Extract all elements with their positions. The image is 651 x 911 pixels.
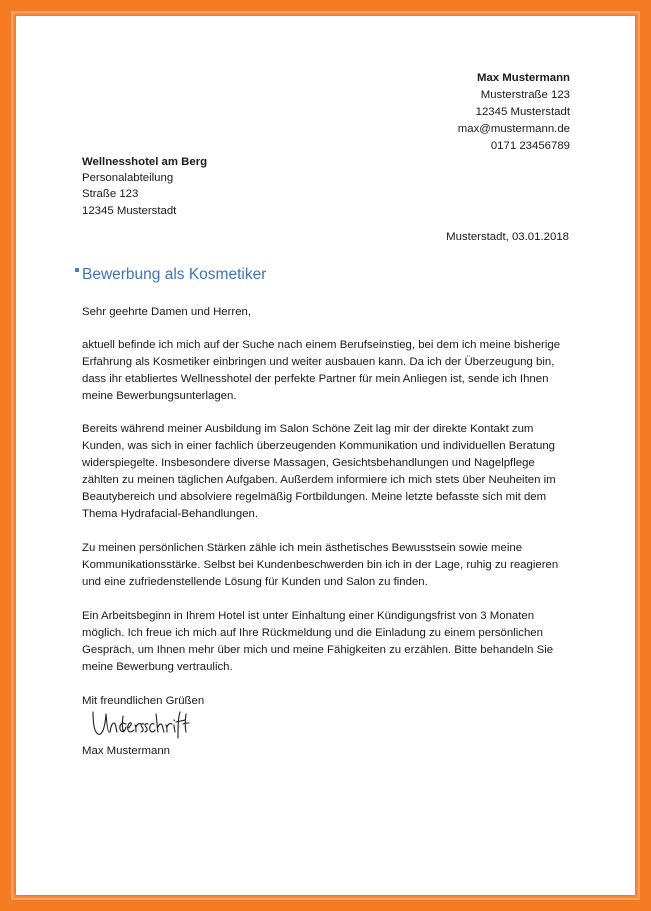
letter-greeting: Sehr geehrte Damen und Herren, (82, 306, 252, 318)
body-line: meine Bewerbungsunterlagen. (82, 389, 237, 402)
body-paragraph-3 (82, 540, 558, 591)
body-line: Ein Arbeitsbeginn in Ihrem Hotel ist unter Einhaltung einer Kündigungsfrist von 3 Monaten (82, 610, 535, 622)
body-line: zählten zu meinen täglichen Aufgaben. Außerdem informiere ich mich stets über Neuheiten im (82, 473, 556, 486)
body-line: Gespräch, um Ihnen mehr über mich und meine Fähigkeiten zu erzählen. Bitte behandeln Sie (82, 643, 554, 656)
handwritten-signature (90, 708, 190, 740)
body-line: und eine zufriedenstellende Lösung für Kunden und Salon zu finden. (82, 575, 428, 588)
letter-page (16, 16, 635, 895)
sender-phone: 0171 23456789 (490, 139, 570, 152)
body-line: aktuell befinde ich mich auf der Suche nach einem Berufseinstieg, bei dem ich meine bisherige (82, 339, 561, 351)
body-line: Thema Hydrafacial-Behandlungen. (82, 507, 259, 520)
sender-block (458, 70, 570, 155)
recipient-department: Personalabteilung (82, 172, 174, 185)
letter-date: Musterstadt, 03.01.2018 (446, 231, 569, 243)
letter-subject: Bewerbung als Kosmetiker (82, 266, 267, 283)
recipient-block (82, 154, 207, 219)
body-line: Bereits während meiner Ausbildung im Salon Schöne Zeit lag mir der direkte Kontakt zum (82, 423, 534, 435)
body-paragraph-4 (82, 608, 553, 676)
body-line: Kunden, was sich in einer fachlich überzeugenden Kommunikation und individuellen Beratung (82, 439, 556, 452)
letter-closing: Mit freundlichen Grüßen (82, 695, 205, 707)
body-paragraph-2 (82, 421, 556, 522)
body-line: Beautybereich und absolviere regelmäßig Fortbildungen. Meine letzte befasste sich mit dem (82, 490, 547, 503)
subject-marker (75, 268, 79, 272)
body-line: Zu meinen persönlichen Stärken zähle ich mein ästhetisches Bewusstsein sowie meine (82, 542, 523, 554)
sender-street: Musterstraße 123 (480, 88, 570, 101)
recipient-city: 12345 Musterstadt (82, 204, 177, 217)
signer-name: Max Mustermann (82, 745, 170, 757)
body-line: Kommunikationsstärke. Selbst bei Kundenbeschwerden bin ich in der Lage, ruhig zu reagieren (82, 558, 559, 571)
body-line: Erfahrung als Kosmetiker einbringen und weiter ausbauen kann. Da ich der Überzeugung bin, (82, 355, 555, 368)
recipient-street: Straße 123 (82, 188, 139, 201)
body-line: möglich. Ich freue ich mich auf Ihre Rückmeldung und die Einladung zu einem persönlichen (82, 626, 543, 639)
body-line: meine Bewerbung vertraulich. (82, 660, 233, 673)
body-line: dass ihr etabliertes Wellnesshotel der perfekte Partner für mein Anliegen ist, sende ich Ihnen (82, 372, 549, 385)
sender-email: max@mustermann.de (457, 122, 570, 135)
sender-city: 12345 Musterstadt (475, 105, 570, 118)
body-paragraph-1 (82, 337, 560, 405)
recipient-company: Wellnesshotel am Berg (82, 156, 208, 168)
body-line: widerspiegelte. Insbesondere diverse Massagen, Gesichtsbehandlungen und Nagelpflege (82, 456, 535, 469)
sender-name: Max Mustermann (476, 72, 570, 84)
